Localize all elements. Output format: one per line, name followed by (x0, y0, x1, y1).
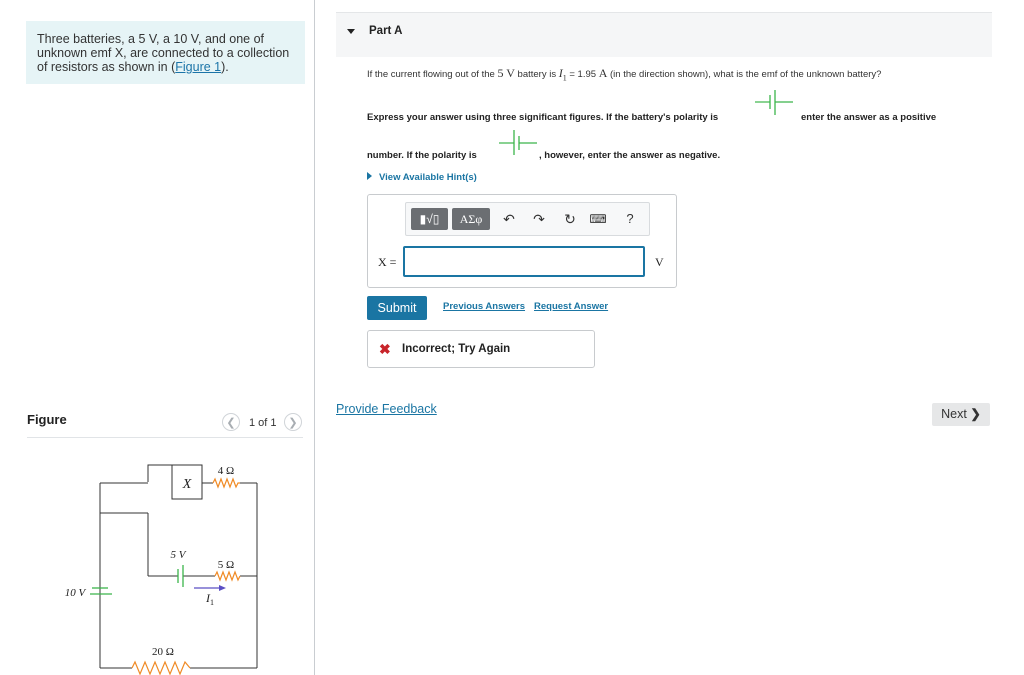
symbols-button[interactable]: ΑΣφ (452, 208, 490, 230)
problem-statement (26, 21, 305, 84)
x-icon: ✖ (379, 341, 391, 357)
templates-button[interactable]: ▮√▯ (411, 208, 448, 230)
instruction-line-1: Express your answer using three significant figures. If the battery's polarity is (367, 112, 719, 123)
caret-right-icon (367, 172, 372, 180)
math-toolbar (405, 202, 650, 236)
chevron-right-icon: ❯ (970, 407, 981, 421)
part-title: Part A (369, 25, 403, 37)
resistor-20ohm (132, 662, 190, 674)
figure-pager: 1 of 1 (249, 417, 277, 429)
figure-next-button[interactable] (284, 413, 302, 431)
previous-answers-link[interactable]: Previous Answers (443, 301, 526, 312)
circuit-diagram (40, 450, 280, 675)
figure-divider (27, 437, 303, 438)
redo-icon[interactable]: ↷ (533, 211, 545, 227)
answer-unit-label: V (655, 255, 664, 269)
submit-button[interactable]: Submit (367, 296, 427, 320)
figure-link[interactable]: Figure 1 (175, 60, 222, 74)
view-hints-link[interactable]: View Available Hint(s) (367, 172, 477, 183)
left-column (0, 0, 314, 675)
current-arrow-head (219, 585, 226, 591)
chevron-left-icon: ❮ (226, 417, 236, 429)
label-10v: 10 V (64, 587, 86, 599)
instruction-line-1-end: enter the answer as a positive (801, 112, 937, 123)
undo-icon[interactable]: ↶ (503, 211, 515, 227)
help-icon[interactable]: ? (626, 211, 634, 226)
provide-feedback-link[interactable]: Provide Feedback (336, 402, 437, 416)
part-a-header[interactable] (336, 12, 992, 57)
request-answer-link[interactable]: Request Answer (534, 301, 609, 312)
answer-variable-label: X = (378, 255, 397, 269)
problem-text: Three batteries, a 5 V, a 10 V, and one of unknown emf X, are connected to a collection of resistors as shown in ( (37, 32, 290, 74)
figure-prev-button[interactable] (222, 413, 240, 431)
reset-icon[interactable]: ↻ (564, 211, 576, 227)
answer-panel (367, 194, 677, 288)
instruction-line-2-end: , however, enter the answer as negative. (539, 150, 721, 161)
caret-down-icon (347, 29, 355, 34)
resistor-5ohm (215, 572, 240, 580)
answer-input[interactable] (403, 246, 645, 277)
resistor-4ohm (213, 479, 240, 487)
negative-polarity-icon (497, 128, 539, 156)
column-divider (314, 0, 315, 675)
question-text: If the current flowing out of the 5 V battery is $I_1 = 1.95$ A (in the direction shown), what is the emf of the unknown battery? (367, 66, 882, 83)
instruction-line-2: number. If the polarity is (367, 150, 477, 161)
label-4ohm: 4 Ω (217, 465, 235, 477)
label-5v: 5 V (170, 549, 186, 561)
next-button[interactable]: Next ❯ (932, 403, 990, 426)
figure-title: Figure (27, 412, 67, 427)
feedback-text: Incorrect; Try Again (402, 343, 511, 355)
x-battery-label: X (182, 477, 192, 492)
label-5ohm: 5 Ω (217, 559, 235, 571)
label-current: $I_1$ (206, 591, 214, 607)
positive-polarity-icon (753, 89, 795, 117)
label-20ohm: 20 Ω (152, 646, 174, 658)
problem-text-end: ). (221, 60, 229, 74)
chevron-right-icon: ❯ (288, 417, 298, 429)
feedback-message (367, 330, 595, 368)
keyboard-icon[interactable]: ⌨ (589, 212, 607, 226)
